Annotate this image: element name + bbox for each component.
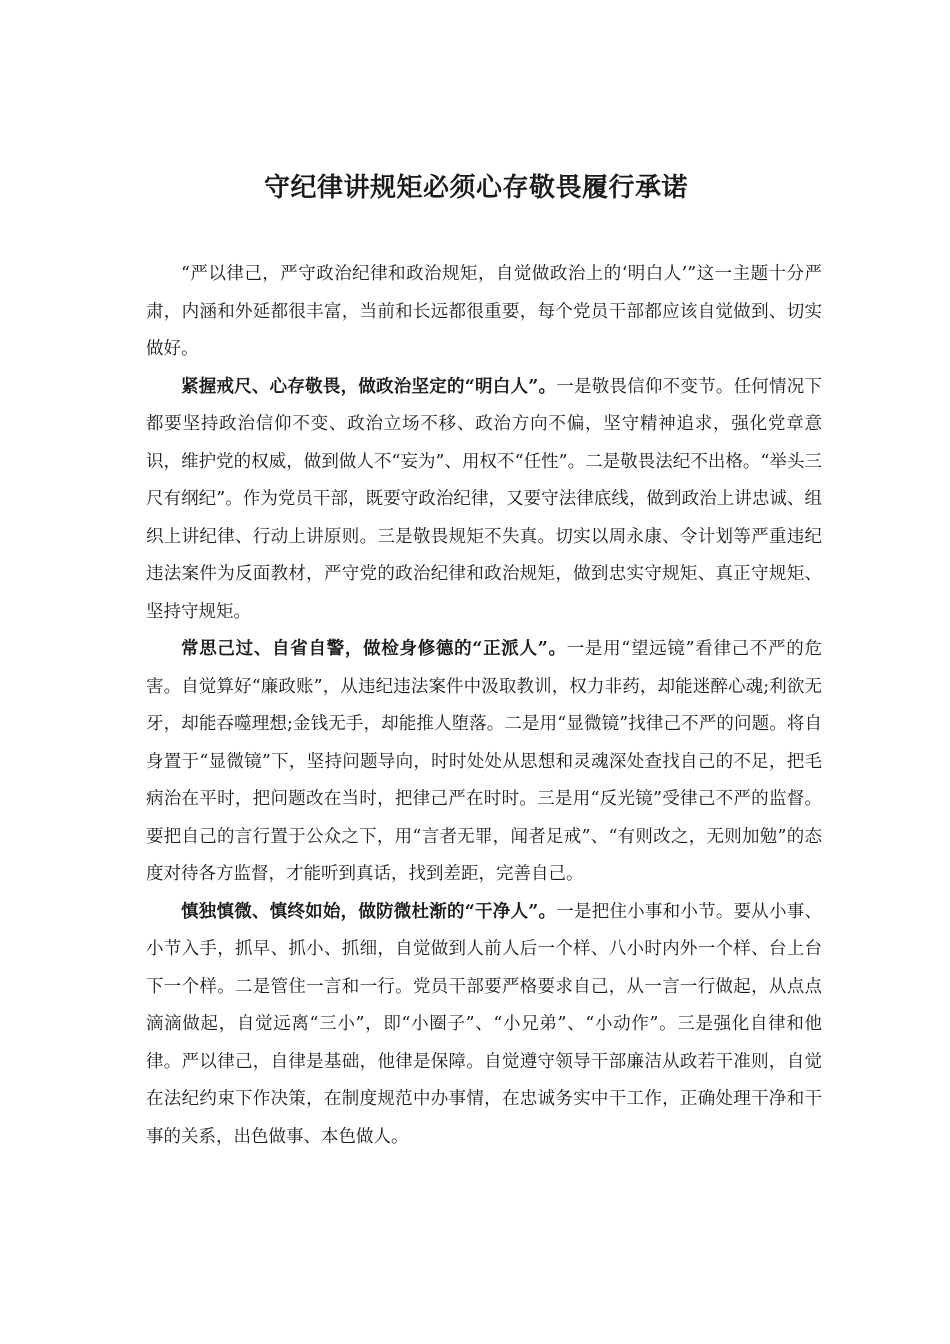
paragraph-section-1 <box>146 369 822 632</box>
document-title: 守纪律讲规矩必须心存敬畏履行承诺 <box>264 173 689 203</box>
paragraph-text: 一是把住小事和小节。要从小事、小节入手，抓早、抓小、抓细，自觉做到人前人后一个样、八小时内外一个样、台上台下一个样。二是管住一言和一行。党员干部要严格要求自己，从一言一行做起，从点点滴滴做起，自觉远离“三小”，即“小圈子”、“小兄弟”、“小动作”。三是强化自律和他律。严以律己，自律是基础，他律是保障。自觉遵守领导干部廉洁从政若干准则，自觉在法纪约束下作决策，在制度规范中办事情，在忠诚务实中干工作，正确处理干净和干事的关系，出色做事、本色做人。 <box>146 901 822 1147</box>
paragraph-lead: 慎独慎微、慎终如始，做防微杜渐的“干净人”。 <box>181 901 557 922</box>
paragraph-text: “严以律己，严守政治纪律和政治规矩，自觉做政治上的‘明白人’”这一主题十分严肃，内涵和外延都很丰富，当前和长远都很重要，每个党员干部都应该自觉做到、切实做好。 <box>146 264 822 359</box>
paragraph-text: 一是用“望远镜”看律己不严的危害。自觉算好“廉政账”，从违纪违法案件中汲取教训，权力非药，却能迷醉心魂;利欲无牙，却能吞噬理想;金钱无手，却能推人堕落。二是用“显微镜”找律己不严的问题。将自身置于“显微镜”下，坚持问题导向，时时处处从思想和灵魂深处查找自己的不足，把毛病治在平时，把问题改在当时，把律己严在时时。三是用“反光镜”受律己不严的监督。要把自己的言行置于公众之下，用“言者无罪，闻者足戒”、“有则改之，无则加勉”的态度对待各方监督，才能听到真话，找到差距，完善自己。 <box>146 639 822 884</box>
document-page <box>146 168 822 1156</box>
paragraph-text: 一是敬畏信仰不变节。任何情况下都要坚持政治信仰不变、政治立场不移、政治方向不偏，坚守精神追求，强化党章意识，维护党的权威，做到做人不“妄为”、用权不“任性”。二是敬畏法纪不出格。“举头三尺有纲纪”。作为党员干部，既要守政治纪律，又要守法律底线，做到政治上讲忠诚、组织上讲纪律、行动上讲原则。三是敬畏规矩不失真。切实以周永康、令计划等严重违纪违法案件为反面教材，严守党的政治纪律和政治规矩，做到忠实守规矩、真正守规矩、坚持守规矩。 <box>146 376 822 622</box>
paragraph-intro <box>146 256 822 369</box>
paragraph-section-3 <box>146 894 822 1157</box>
paragraph-section-2 <box>146 631 822 894</box>
paragraph-lead: 常思己过、自省自警，做检身修德的“正派人”。 <box>181 639 567 659</box>
paragraph-lead: 紧握戒尺、心存敬畏，做政治坚定的“明白人”。 <box>181 376 557 397</box>
